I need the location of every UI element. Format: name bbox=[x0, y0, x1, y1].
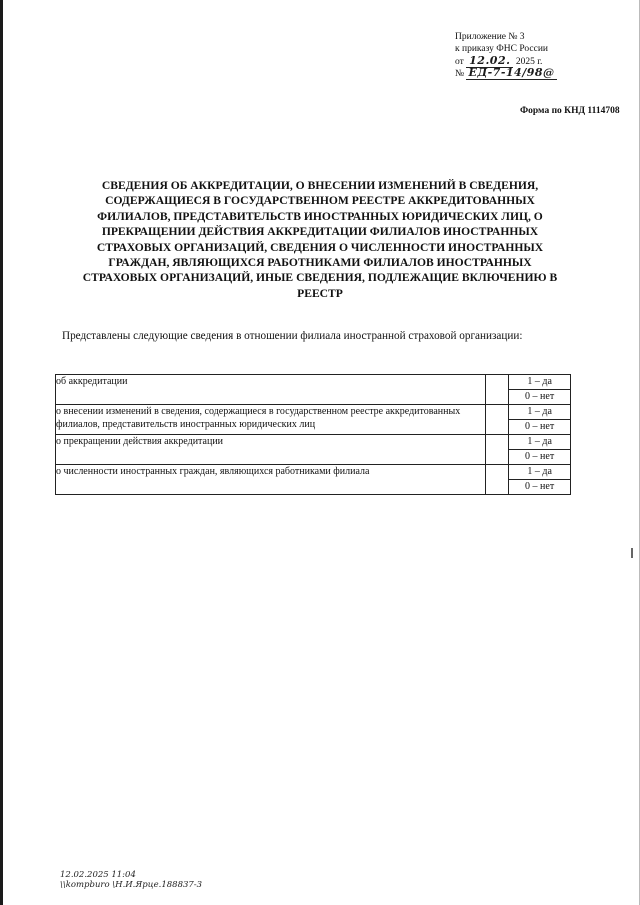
table-row bbox=[56, 465, 571, 480]
row-label: об аккредитации bbox=[56, 375, 486, 405]
option-yes: 1 – да bbox=[509, 435, 571, 450]
option-no: 0 – нет bbox=[509, 390, 571, 405]
handwritten-date: 12.02. bbox=[466, 54, 513, 68]
form-code: Форма по КНД 1114708 bbox=[520, 106, 620, 116]
answer-box[interactable] bbox=[486, 435, 509, 465]
row-label: о прекращении действия аккредитации bbox=[56, 435, 486, 465]
footer-path: \\kompburo \Н.И.Ярце.188837-3 bbox=[60, 880, 203, 890]
option-no: 0 – нет bbox=[509, 480, 571, 495]
option-no: 0 – нет bbox=[509, 420, 571, 435]
row-label: о внесении изменений в сведения, содержащиеся в государственном реестре аккредитованных филиалов, представительств иностранных юридических лиц bbox=[56, 405, 486, 435]
table-row bbox=[56, 375, 571, 390]
row-label: о численности иностранных граждан, являющихся работниками филиала bbox=[56, 465, 486, 495]
option-yes: 1 – да bbox=[509, 375, 571, 390]
date-prefix: от bbox=[455, 57, 464, 67]
annex-number bbox=[455, 67, 585, 79]
answer-box[interactable] bbox=[486, 375, 509, 405]
footer-stamp bbox=[60, 870, 202, 890]
annex-block bbox=[455, 32, 585, 78]
information-table bbox=[55, 374, 571, 495]
footer-timestamp: 12.02.2025 11:04 bbox=[60, 870, 136, 880]
annex-line: Приложение № 3 bbox=[455, 32, 525, 42]
scan-mark bbox=[631, 548, 633, 558]
option-yes: 1 – да bbox=[509, 405, 571, 420]
date-year: 2025 г. bbox=[515, 57, 543, 67]
option-no: 0 – нет bbox=[509, 450, 571, 465]
annex-order: к приказу ФНС России bbox=[455, 43, 548, 54]
table-row bbox=[56, 435, 571, 450]
scan-edge bbox=[0, 0, 3, 905]
handwritten-number: ЕД-7-14/98@ bbox=[468, 65, 555, 79]
answer-box[interactable] bbox=[486, 405, 509, 435]
table-row bbox=[56, 405, 571, 420]
answer-box[interactable] bbox=[486, 465, 509, 495]
option-yes: 1 – да bbox=[509, 465, 571, 480]
annex-date bbox=[455, 55, 585, 67]
number-prefix: № bbox=[455, 68, 465, 79]
document-title: СВЕДЕНИЯ ОБ АККРЕДИТАЦИИ, О ВНЕСЕНИИ ИЗМЕНЕНИЙ В СВЕДЕНИЯ, СОДЕРЖАЩИЕСЯ В ГОСУДАРСТВЕННОМ РЕЕСТРЕ АККРЕДИТОВАННЫХ ФИЛИАЛОВ, ПРЕДСТАВИТЕЛЬСТВ ИНОСТРАННЫХ ЮРИДИЧЕСКИХ ЛИЦ, О ПРЕКРАЩЕНИИ ДЕЙСТВИЯ АККРЕДИТАЦИИ ФИЛИАЛОВ ИНОСТРАННЫХ СТРАХОВЫХ ОРГАНИЗАЦИЙ, СВЕДЕНИЯ О ЧИСЛЕННОСТИ ИНОСТРАННЫХ ГРАЖДАН, ЯВЛЯЮЩИХСЯ РАБОТНИКАМИ ФИЛИАЛОВ ИНОСТРАННЫХ СТРАХОВЫХ ОРГАНИЗАЦИЙ, ИНЫЕ СВЕДЕНИЯ, ПОДЛЕЖАЩИЕ ВКЛЮЧЕНИЮ В РЕЕСТР bbox=[82, 179, 558, 300]
intro-text: Представлены следующие сведения в отношении филиала иностранной страховой организации: bbox=[62, 330, 523, 342]
